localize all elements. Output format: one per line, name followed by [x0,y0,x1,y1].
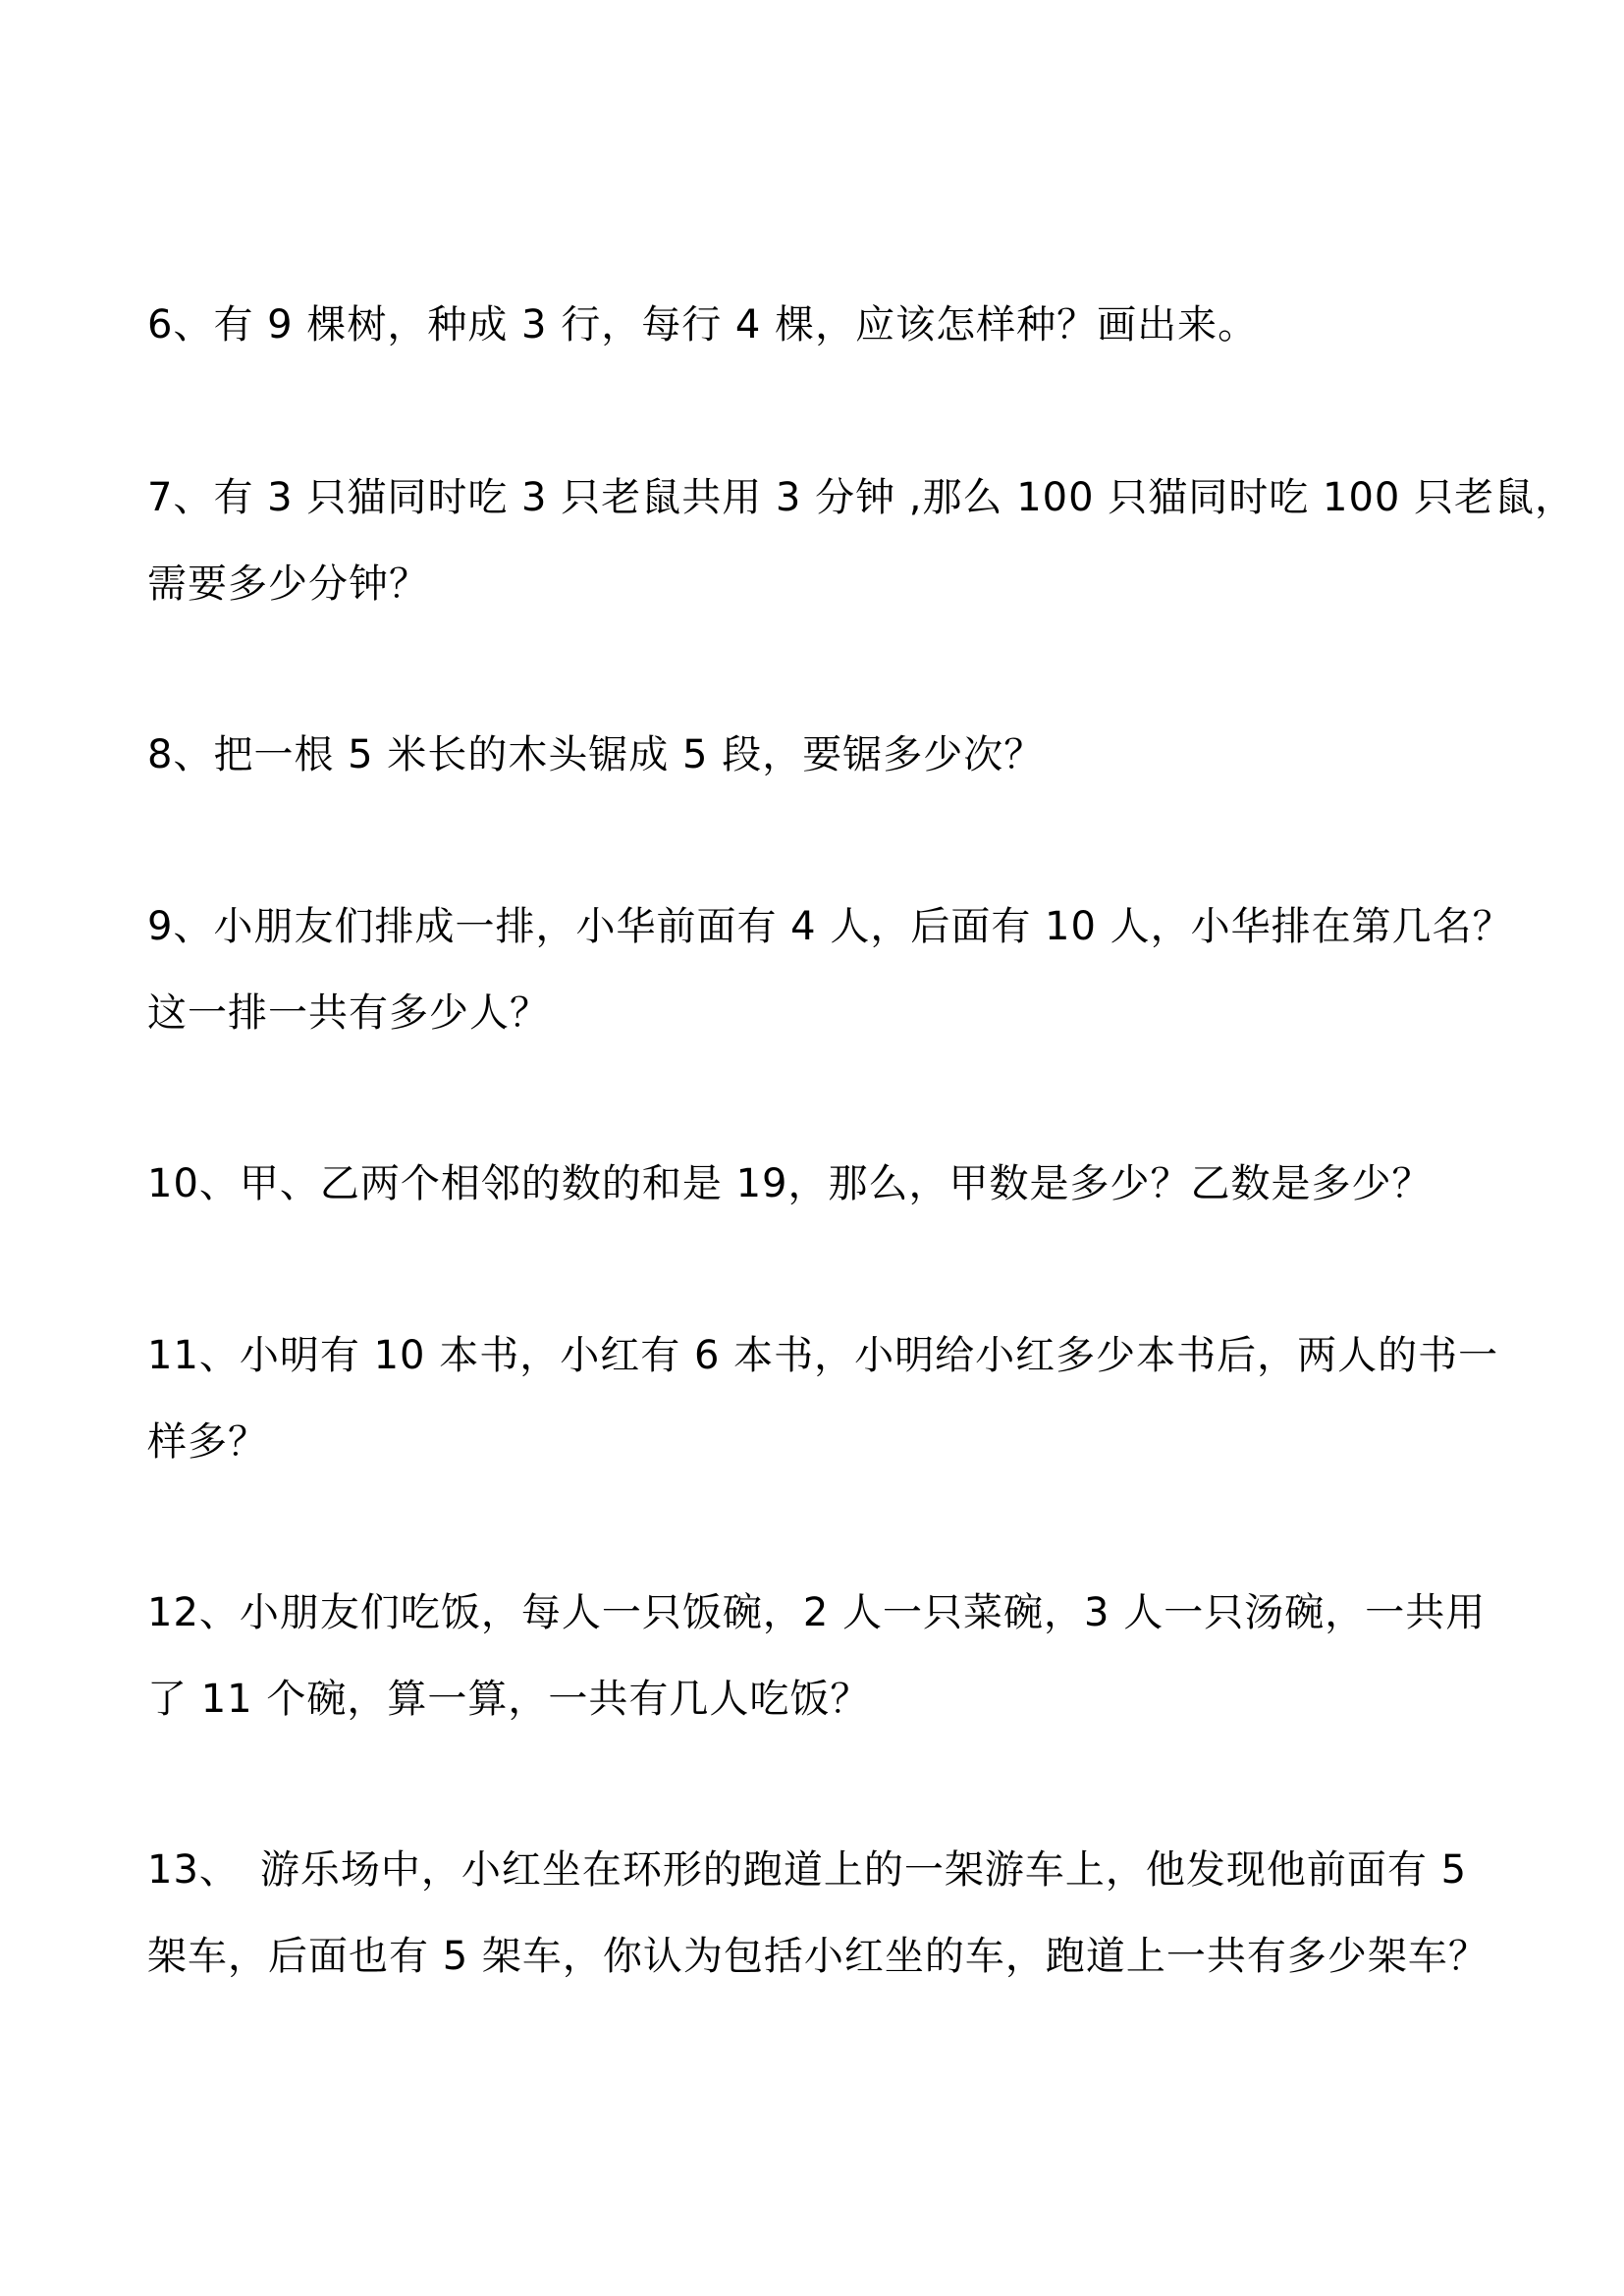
problem-10 [147,1141,1502,1227]
problem-line: 8、把一根 5 米长的木头锯成 5 段，要锯多少次？ [147,732,1045,777]
problem-line: 6、有 9 棵树，种成 3 行，每行 4 棵，应该怎样种？画出来。 [147,302,1259,347]
problem-7 [147,454,1576,627]
problem-line: 需要多少分钟？ [147,561,429,607]
problem-line: 11、小明有 10 本书，小红有 6 本书，小明给小红多少本书后，两人的书一 [147,1333,1499,1378]
problem-line: 架车，后面也有 5 架车，你认为包括小红坐的车，跑道上一共有多少架车？ [147,1934,1489,1979]
problem-13 [147,1827,1502,2000]
problem-line: 13、 游乐场中，小红坐在环形的跑道上的一架游车上，他发现他前面有 5 [147,1847,1468,1893]
problem-line: 这一排一共有多少人？ [147,990,550,1036]
problem-11 [147,1312,1502,1485]
problem-line: 了 11 个碗，算一算，一共有几人吃饭？ [147,1677,871,1722]
problem-line: 10、甲、乙两个相邻的数的和是 19，那么，甲数是多少？乙数是多少？ [147,1161,1433,1206]
problem-8 [147,712,1502,798]
problem-line: 12、小朋友们吃饭，每人一只饭碗，2 人一只菜碗，3 人一只汤碗，一共用 [147,1590,1487,1635]
problem-9 [147,883,1513,1056]
problem-line: 9、小朋友们排成一排，小华前面有 4 人，后面有 10 人，小华排在第几名？ [147,904,1513,949]
problem-12 [147,1570,1502,1742]
problem-line: 样多？ [147,1419,268,1465]
problem-6 [147,282,1502,368]
problem-line: 7、有 3 只猫同时吃 3 只老鼠共用 3 分钟 ,那么 100 只猫同时吃 100 只老鼠， [147,475,1576,520]
